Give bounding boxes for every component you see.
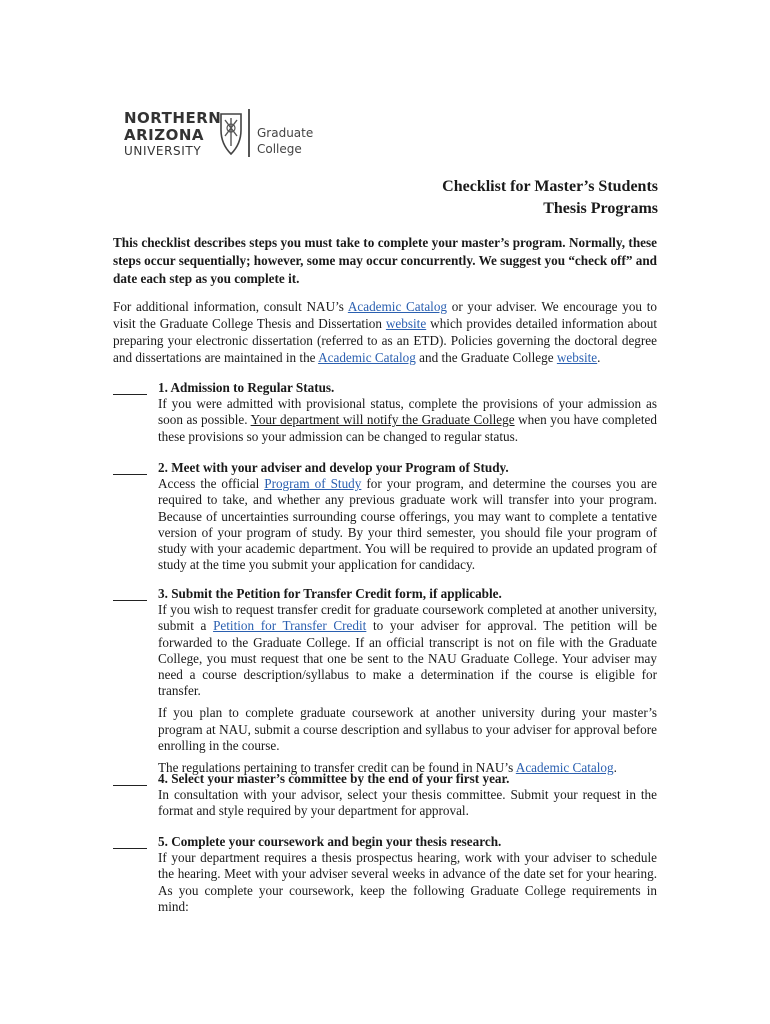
step-2-checkoff-blank[interactable] (113, 474, 147, 475)
logo-word-northern: NORTHERN (124, 109, 222, 127)
academic-catalog-link-3[interactable]: Academic Catalog (515, 760, 614, 776)
step-2-body (158, 476, 657, 573)
step-1-body (158, 396, 657, 445)
step-2-title: 2. Meet with your adviser and develop your Program of Study. (158, 460, 509, 475)
step-text: for your program, and determine the courses you are required to take, and whether any previous graduate work will transfer into your program. Because of uncertainties surrounding course offerings, you may want to complete a tentative version of your program of study. By your third semester, you should file your program of study with your academic department. You will be required to provide an updated program of study at the time you submit your application for candidacy. (158, 476, 658, 573)
step-4-checkoff-blank[interactable] (113, 785, 147, 786)
step-text: Access the official (158, 476, 265, 492)
logo-divider (248, 109, 250, 157)
step-5-body: If your department requires a thesis prospectus hearing, work with your adviser to schedule the hearing. Meet with your adviser several weeks in advance of the date set for your hearing. As you complete your coursework, keep the following Graduate College requirements in mind: (158, 850, 657, 914)
step-4-body: In consultation with your advisor, select your thesis committee. Submit your request in the format and style required by your department for approval. (158, 787, 657, 819)
step-3-paragraph-1 (158, 602, 657, 699)
graduate-college-website-link[interactable]: website (556, 350, 598, 365)
intro-paragraph: This checklist describes steps you must take to complete your master’s program. Normally, these steps occur sequentially; however, some may occur concurrently. We suggest you “check off” and date each step as you complete it. (113, 235, 657, 286)
step-1-title: 1. Admission to Regular Status. (158, 380, 335, 395)
step-5-title: 5. Complete your coursework and begin your thesis research. (158, 834, 502, 849)
step-text: The regulations pertaining to transfer credit can be found in NAU’s (158, 760, 516, 776)
petition-for-transfer-credit-link[interactable]: Petition for Transfer Credit (213, 618, 367, 634)
step-3-title: 3. Submit the Petition for Transfer Credit form, if applicable. (158, 586, 502, 601)
step-3-checkoff-blank[interactable] (113, 600, 147, 601)
step-text: If you wish to request transfer credit for graduate coursework completed at another university, submit a (158, 602, 657, 634)
thesis-dissertation-website-link[interactable]: website (385, 316, 427, 331)
info-paragraph (113, 298, 657, 366)
logo-unit-name (257, 125, 313, 157)
info-text: For additional information, consult NAU’s (113, 299, 348, 314)
step-underlined-text: Your department will notify the Graduate College (250, 412, 515, 428)
logo-unit-line2: College (257, 142, 302, 156)
info-text: which provides detailed information about preparing your electronic dissertation (referred to as an ETD). Policies governing the doctoral degree and dissertations are maintained in the (113, 316, 657, 365)
step-text: when you have completed these provisions so your admission can be changed to regular status. (158, 412, 657, 444)
program-of-study-link[interactable]: Program of Study (264, 476, 362, 492)
nau-graduate-college-logo (124, 109, 324, 161)
info-text: and the Graduate College (415, 350, 557, 365)
step-5-checkoff-blank[interactable] (113, 848, 147, 849)
step-text: . (613, 760, 617, 776)
step-text: If you were admitted with provisional status, complete the provisions of your admission as soon as possible. (158, 396, 657, 428)
step-3 (158, 586, 657, 776)
step-1 (158, 380, 657, 445)
logo-word-arizona: ARIZONA (124, 126, 205, 144)
step-1-checkoff-blank[interactable] (113, 394, 147, 395)
step-5 (158, 834, 657, 915)
logo-word-university: UNIVERSITY (124, 144, 202, 158)
academic-catalog-link-2[interactable]: Academic Catalog (318, 350, 416, 365)
info-text: . (597, 350, 601, 365)
academic-catalog-link[interactable]: Academic Catalog (347, 299, 448, 314)
university-seal-icon (219, 112, 243, 156)
info-text: or your adviser. We encourage you to visit the Graduate College Thesis and Dissertation (113, 299, 657, 331)
step-4-title: 4. Select your master’s committee by the end of your first year. (158, 771, 510, 786)
step-4 (158, 771, 657, 820)
document-subtitle: Thesis Programs (543, 200, 658, 217)
step-2 (158, 460, 657, 573)
logo-unit-line1: Graduate (257, 126, 314, 140)
document-title: Checklist for Master’s Students (442, 178, 658, 195)
step-text: to your adviser for approval. The petition will be forwarded to the Graduate College. If an official transcript is not on file with the Graduate College, you must request that one be sent to the NAU Graduate College. Your adviser may need a course description/syllabus to make a determination if the course is eligible for transfer. (158, 618, 657, 699)
step-3-paragraph-2: If you plan to complete graduate coursework at another university during your master’s program at NAU, submit a course description and syllabus to your adviser for approval before enrolling in the course. (158, 705, 657, 753)
